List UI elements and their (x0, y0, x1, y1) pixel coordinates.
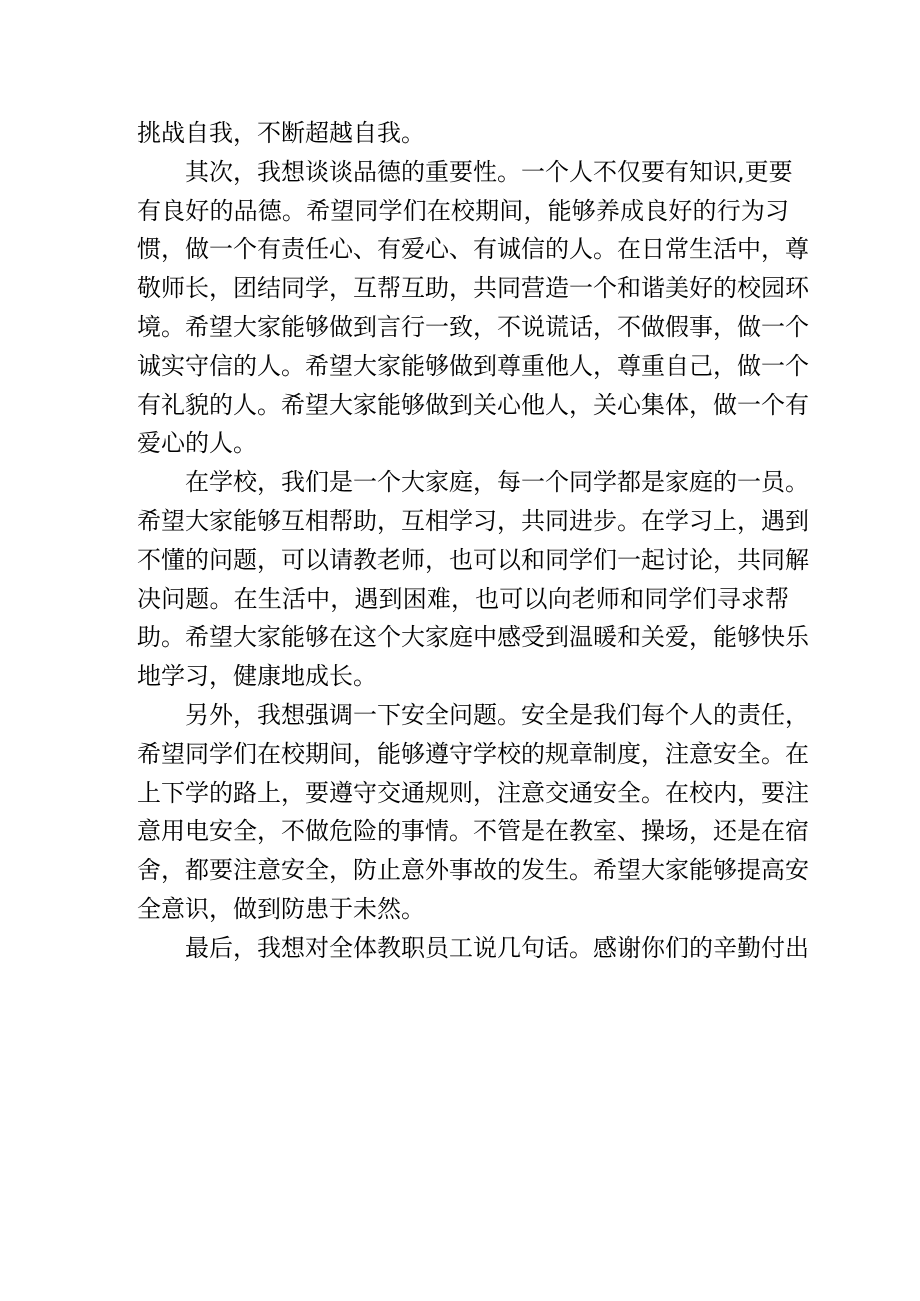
text-line: 上下学的路上，要遵守交通规则，注意交通安全。在校内，要注 (137, 778, 809, 807)
text-line: 另外，我想强调一下安全问题。安全是我们每个人的责任， (185, 700, 809, 729)
text-line: 助。希望大家能够在这个大家庭中感受到温暖和关爱，能够快乐 (137, 623, 809, 652)
text-line: 地学习，健康地成长。 (137, 662, 377, 691)
text-line: 全意识，做到防患于未然。 (137, 894, 425, 923)
paragraph (137, 114, 789, 153)
text-line: 舍，都要注意安全，防止意外事故的发生。希望大家能够提高安 (137, 856, 809, 885)
text-line: 有礼貌的人。希望大家能够做到关心他人，关心集体，做一个有 (137, 390, 809, 419)
text-line: 爱心的人。 (137, 429, 257, 458)
text-line: 敬师长，团结同学，互帮互助，共同营造一个和谐美好的校园环 (137, 274, 809, 303)
paragraph (137, 696, 809, 929)
text-line: 决问题。在生活中，遇到困难，也可以向老师和同学们寻求帮 (137, 584, 789, 613)
paragraph (137, 153, 809, 463)
text-line: 有良好的品德。希望同学们在校期间，能够养成良好的行为习 (137, 196, 789, 225)
text-line: 意用电安全，不做危险的事情。不管是在教室、操场，还是在宿 (137, 817, 809, 846)
text-line: 不懂的问题，可以请教老师，也可以和同学们一起讨论，共同解 (137, 545, 809, 574)
text-line: 在学校，我们是一个大家庭，每一个同学都是家庭的一员。 (185, 468, 809, 497)
text-line: 希望大家能够互相帮助，互相学习，共同进步。在学习上，遇到 (137, 506, 809, 535)
text-line: 诚实守信的人。希望大家能够做到尊重他人，尊重自己，做一个 (137, 351, 809, 380)
document-page (137, 114, 809, 968)
text-line: 境。希望大家能够做到言行一致，不说谎话，不做假事，做一个 (137, 312, 809, 341)
text-line: 最后，我想对全体教职员工说几句话。感谢你们的辛勤付出 (185, 933, 809, 962)
paragraph (137, 929, 809, 968)
text-line: 其次，我想谈谈品德的重要性。一个人不仅要有知识,更要 (185, 157, 793, 186)
text-line: 希望同学们在校期间，能够遵守学校的规章制度，注意安全。在 (137, 739, 809, 768)
paragraph (137, 463, 809, 696)
text-line: 挑战自我，不断超越自我。 (137, 119, 425, 147)
text-line: 惯，做一个有责任心、有爱心、有诚信的人。在日常生活中，尊 (137, 235, 809, 264)
